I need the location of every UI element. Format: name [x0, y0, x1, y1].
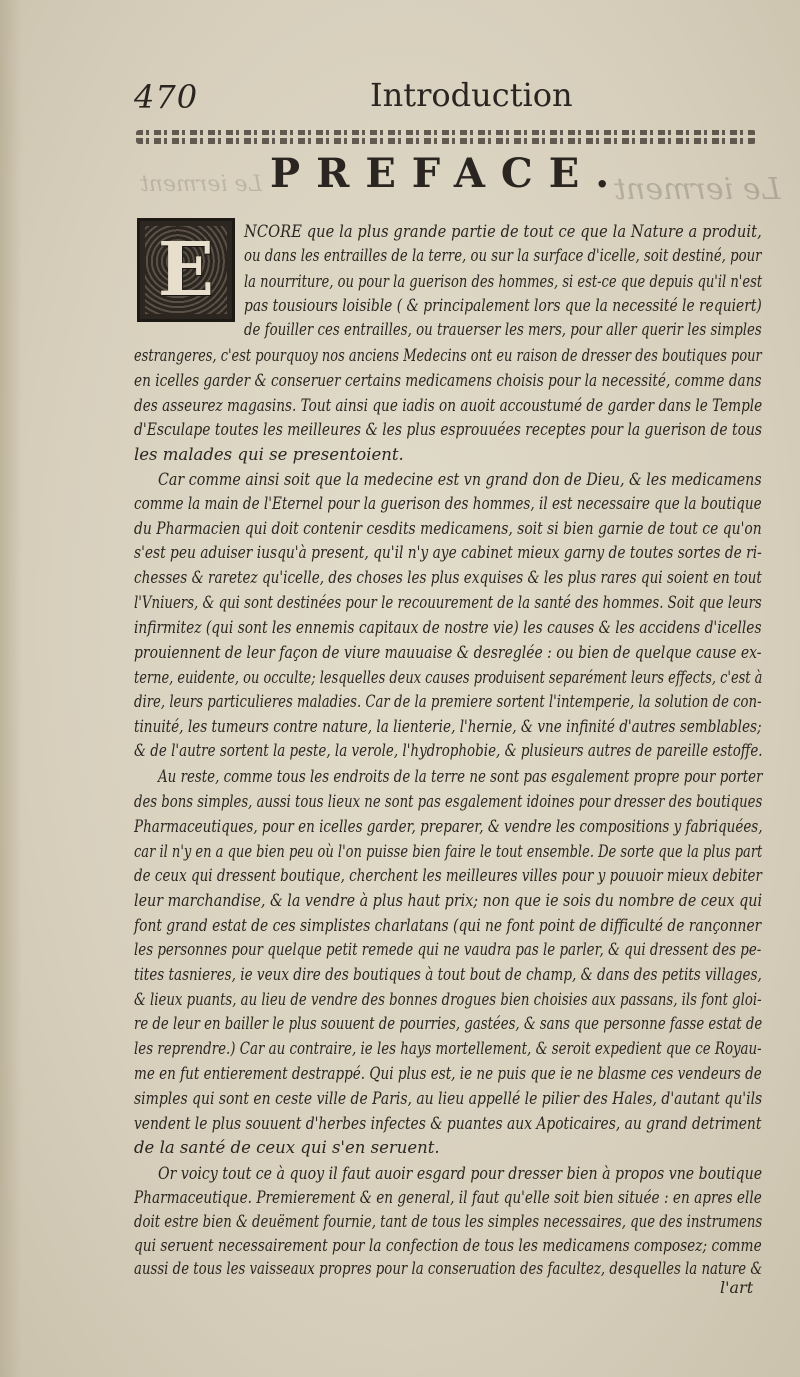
show-through-text-left: Le ierment	[140, 172, 263, 197]
text-line: vendent le plus souuent d'herbes infectes & puantes aux Apoticaires, au grand detriment	[134, 1114, 762, 1133]
text-line: s'est peu aduiser iusqu'à present, qu'il n'y aye cabinet mieux garny de toutes sortes de ri-	[134, 543, 762, 562]
text-line: font grand estat de ces simplistes charlatans (qui ne font point de difficulté de rançonner	[134, 916, 762, 935]
text-line: Pharmaceutiques, pour en icelles garder, preparer, & vendre les compositions y fabriquées,	[134, 817, 763, 836]
text-line: ou dans les entrailles de la terre, ou sur la surface d'icelle, soit destiné, pour	[244, 246, 762, 265]
text-line: de ceux qui dressent boutique, cherchent les meilleures villes pour y pouuoir mieux debiter	[134, 866, 762, 885]
text-line: des asseurez magasins. Tout ainsi que iadis on auoit accoustumé de garder dans le Temple	[134, 396, 763, 415]
text-line: Pharmaceutique. Premierement & en general, il faut qu'elle soit bien située : en apres elle	[134, 1188, 762, 1207]
running-head: Introduction	[370, 76, 573, 114]
initial-frame	[145, 226, 227, 314]
text-line: d'Esculape toutes les meilleures & les plus esprouuées receptes pour la guerison de tous	[134, 420, 763, 439]
text-line: car il n'y en a que bien peu où l'on puisse bien faire le tout ensemble. De sorte que la plus part	[134, 842, 763, 861]
text-line: de fouiller ces entrailles, ou trauerser les mers, pour aller querir les simples	[244, 320, 762, 339]
text-line: en icelles garder & conseruer certains medicamens choisis pour la necessité, comme dans	[134, 371, 762, 390]
text-line: les reprendre.) Car au contraire, ie les hays mortellement, & seroit expedient que ce Royau-	[134, 1039, 762, 1058]
text-line: Au reste, comme tous les endroits de la terre ne sont pas esgalement propre pour porter	[158, 767, 763, 786]
text-line: & de l'autre sortent la peste, la verole, l'hydrophobie, & plusieurs autres de pareille estoffe.	[134, 741, 763, 760]
text-line: NCORE que la plus grande partie de tout ce que la Nature a produit,	[244, 222, 762, 241]
text-line: prouiennent de leur façon de viure mauuaise & desreglée : ou bien de quelque cause ex-	[134, 643, 762, 662]
text-line: dire, leurs particulieres maladies. Car de la premiere sortent l'intemperie, la solution de con-	[134, 692, 762, 711]
text-line: les malades qui se presentoient.	[134, 445, 404, 464]
text-line: & lieux puants, au lieu de vendre des bonnes drogues bien choisies aux passans, ils font gloi-	[134, 990, 762, 1009]
text-line: Car comme ainsi soit que la medecine est vn grand don de Dieu, & les medicamens	[158, 470, 762, 489]
text-line: doit estre bien & deuëment fournie, tant de tous les simples necessaires, que des instrumens	[134, 1212, 763, 1231]
text-line: Or voicy tout ce à quoy il faut auoir esgard pour dresser bien à propos vne boutique	[158, 1164, 763, 1183]
text-line: les personnes pour quelque petit remede qui ne vaudra pas le parler, & qui dressent des pe-	[134, 940, 762, 959]
text-line: pas tousiours loisible ( & principalement lors que la necessité le requiert)	[244, 296, 762, 315]
text-line: l'Vniuers, & qui sont destinées pour le recouurement de la santé des hommes. Soit que leurs	[134, 593, 762, 612]
decorated-initial	[137, 218, 235, 322]
text-line: qui seruent necessairement pour la confection de tous les medicamens composez; comme	[134, 1236, 762, 1255]
text-line: des bons simples, aussi tous lieux ne sont pas esgalement idoines pour dresser des boutiques	[134, 792, 763, 811]
section-heading: PREFACE.	[270, 150, 626, 197]
show-through-text-right: Le ierment	[613, 172, 780, 207]
page-number: 470	[134, 78, 199, 116]
initial-letter: E	[157, 227, 215, 313]
text-line: du Pharmacien qui doit contenir cesdits medicamens, soit si bien garnie de tout ce qu'on	[134, 519, 762, 538]
text-line: terne, euidente, ou occulte; lesquelles deux causes produisent separément leurs effects, c'est à	[134, 668, 763, 687]
text-line: leur marchandise, & la vendre à plus haut prix; non que ie sois du nombre de ceux qui	[134, 891, 763, 910]
ornamental-rule	[136, 130, 756, 144]
text-line: re de leur en bailler le plus souuent de pourries, gastées, & sans que personne fasse estat de	[134, 1014, 763, 1033]
text-line: de la santé de ceux qui s'en seruent.	[134, 1138, 440, 1157]
text-line: chesses & raretez qu'icelle, des choses les plus exquises & les plus rares qui soient en tout	[134, 568, 762, 587]
text-line: tites tasnieres, ie veux dire des boutiques à tout bout de champ, & dans des petits villages,	[134, 965, 762, 984]
text-line: comme la main de l'Eternel pour la guerison des hommes, il est necessaire que la boutique	[134, 494, 762, 513]
page-fold-shadow	[0, 0, 22, 1377]
text-line: simples qui sont en ceste ville de Paris, au lieu appellé le pilier des Hales, d'autant qu'ils	[134, 1089, 763, 1108]
text-line: tinuité, les tumeurs contre nature, la lienterie, l'hernie, & vne infinité d'autres semblables;	[134, 717, 762, 736]
text-line: infirmitez (qui sont les ennemis capitaux de nostre vie) les causes & les accidens d'icelles	[134, 618, 762, 637]
text-line: aussi de tous les vaisseaux propres pour la conseruation des facultez, desquelles la nature &	[134, 1259, 763, 1278]
text-line: la nourriture, ou pour la guerison des hommes, si est-ce que depuis qu'il n'est	[244, 272, 763, 291]
text-line: me en fut entierement destrappé. Qui plus est, ie ne puis que ie ne blasme ces vendeurs de	[134, 1064, 762, 1083]
text-line: estrangeres, c'est pourquoy nos anciens Medecins ont eu raison de dresser des boutiques pour	[134, 346, 762, 365]
catchword: l'art	[720, 1278, 754, 1297]
